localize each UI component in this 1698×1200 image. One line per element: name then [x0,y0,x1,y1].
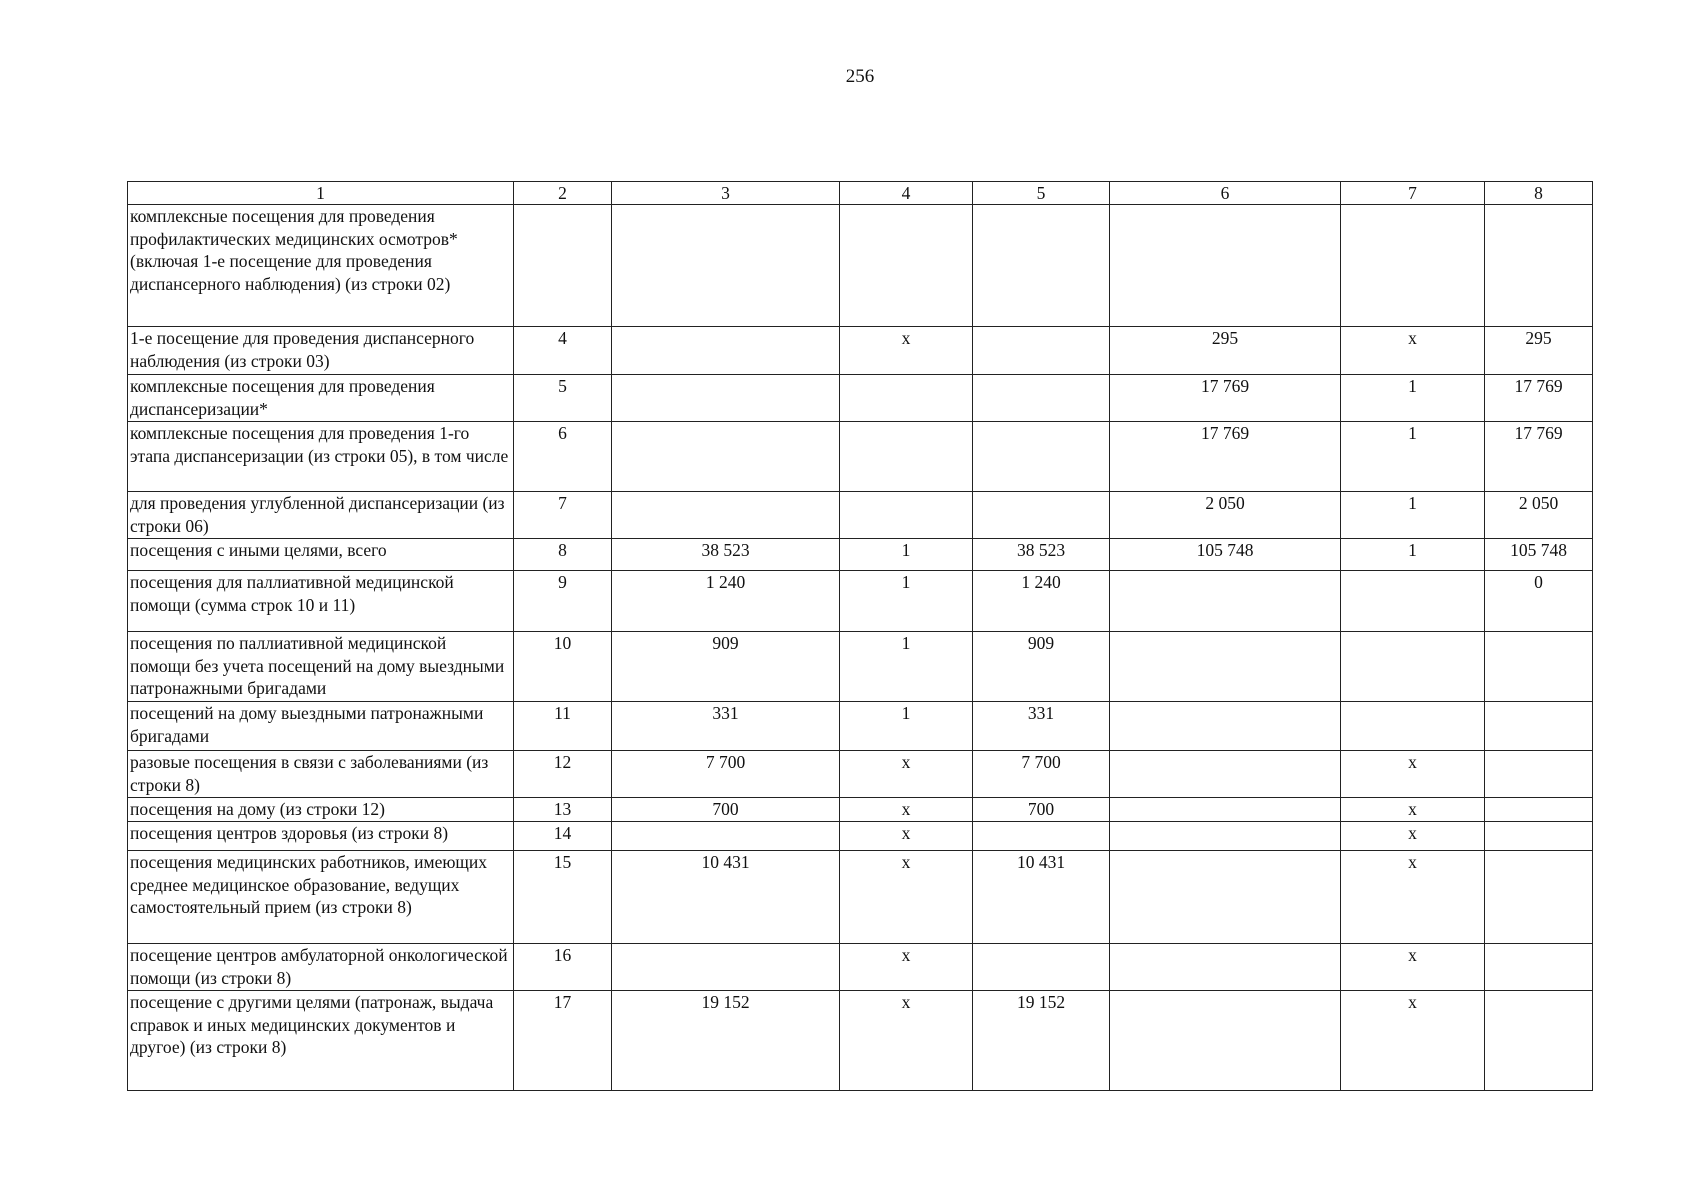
row-label-cell: посещения с иными целями, всего [128,539,514,571]
value-cell-col-2: 14 [514,822,612,851]
value-cell-col-5: 700 [973,798,1110,822]
value-cell-col-6: 17 769 [1110,422,1341,492]
value-cell-col-8 [1485,632,1593,702]
value-cell-col-4: x [840,798,973,822]
table-row [128,539,1593,571]
value-cell-col-4: x [840,751,973,798]
header-cell-6: 6 [1110,182,1341,205]
row-label-cell: 1-е посещение для проведения диспансерного наблюдения (из строки 03) [128,327,514,375]
value-cell-col-2: 10 [514,632,612,702]
value-cell-col-8 [1485,751,1593,798]
value-cell-col-5 [973,205,1110,327]
table-row [128,798,1593,822]
value-cell-col-8: 295 [1485,327,1593,375]
value-cell-col-8: 105 748 [1485,539,1593,571]
value-cell-col-3: 909 [612,632,840,702]
value-cell-col-2: 8 [514,539,612,571]
value-cell-col-2: 5 [514,375,612,422]
value-cell-col-4: 1 [840,632,973,702]
value-cell-col-6 [1110,798,1341,822]
value-cell-col-5 [973,327,1110,375]
value-cell-col-5: 19 152 [973,991,1110,1091]
value-cell-col-6: 295 [1110,327,1341,375]
value-cell-col-7: x [1341,991,1485,1091]
row-label-cell: посещения по паллиативной медицинской помощи без учета посещений на дому выездными патронажными бригадами [128,632,514,702]
value-cell-col-6 [1110,702,1341,751]
value-cell-col-5: 38 523 [973,539,1110,571]
value-cell-col-6 [1110,822,1341,851]
header-cell-3: 3 [612,182,840,205]
value-cell-col-4: 1 [840,539,973,571]
value-cell-col-8 [1485,205,1593,327]
value-cell-col-6: 17 769 [1110,375,1341,422]
value-cell-col-2: 7 [514,492,612,539]
value-cell-col-4: 1 [840,702,973,751]
value-cell-col-4: x [840,822,973,851]
row-label-cell: посещение центров амбулаторной онкологической помощи (из строки 8) [128,944,514,991]
value-cell-col-3: 19 152 [612,991,840,1091]
table-body [128,182,1593,1091]
value-cell-col-3 [612,422,840,492]
value-cell-col-6 [1110,751,1341,798]
table-header-row [128,182,1593,205]
value-cell-col-5: 7 700 [973,751,1110,798]
value-cell-col-3: 700 [612,798,840,822]
value-cell-col-3: 38 523 [612,539,840,571]
value-cell-col-2: 12 [514,751,612,798]
value-cell-col-5: 909 [973,632,1110,702]
header-cell-1: 1 [128,182,514,205]
header-cell-5: 5 [973,182,1110,205]
value-cell-col-6 [1110,991,1341,1091]
value-cell-col-3 [612,205,840,327]
row-label-cell: посещения центров здоровья (из строки 8) [128,822,514,851]
value-cell-col-7 [1341,571,1485,632]
table-row [128,571,1593,632]
value-cell-col-3 [612,492,840,539]
value-cell-col-6: 105 748 [1110,539,1341,571]
value-cell-col-5 [973,944,1110,991]
value-cell-col-4 [840,422,973,492]
value-cell-col-3: 7 700 [612,751,840,798]
value-cell-col-6 [1110,632,1341,702]
value-cell-col-5: 10 431 [973,851,1110,944]
value-cell-col-6 [1110,944,1341,991]
table-row [128,702,1593,751]
value-cell-col-8: 2 050 [1485,492,1593,539]
value-cell-col-3 [612,822,840,851]
value-cell-col-4: x [840,991,973,1091]
value-cell-col-8 [1485,822,1593,851]
table-row [128,751,1593,798]
value-cell-col-7 [1341,205,1485,327]
value-cell-col-5: 1 240 [973,571,1110,632]
header-cell-8: 8 [1485,182,1593,205]
value-cell-col-4: x [840,327,973,375]
table-row [128,991,1593,1091]
table-row [128,492,1593,539]
value-cell-col-3 [612,327,840,375]
value-cell-col-4: 1 [840,571,973,632]
value-cell-col-8: 17 769 [1485,375,1593,422]
value-cell-col-2: 11 [514,702,612,751]
value-cell-col-6 [1110,205,1341,327]
value-cell-col-2 [514,205,612,327]
row-label-cell: посещение с другими целями (патронаж, выдача справок и иных медицинских документов и другое) (из строки 8) [128,991,514,1091]
row-label-cell: для проведения углубленной диспансеризации (из строки 06) [128,492,514,539]
value-cell-col-6 [1110,571,1341,632]
value-cell-col-4 [840,205,973,327]
value-cell-col-7: 1 [1341,539,1485,571]
value-cell-col-7: 1 [1341,375,1485,422]
value-cell-col-2: 13 [514,798,612,822]
value-cell-col-8: 0 [1485,571,1593,632]
value-cell-col-3 [612,375,840,422]
value-cell-col-5 [973,422,1110,492]
row-label-cell: разовые посещения в связи с заболеваниями (из строки 8) [128,751,514,798]
table-row [128,205,1593,327]
value-cell-col-5: 331 [973,702,1110,751]
value-cell-col-4: x [840,944,973,991]
value-cell-col-2: 4 [514,327,612,375]
header-cell-7: 7 [1341,182,1485,205]
table-row [128,822,1593,851]
value-cell-col-3 [612,944,840,991]
value-cell-col-3: 331 [612,702,840,751]
value-cell-col-7 [1341,702,1485,751]
value-cell-col-7 [1341,632,1485,702]
value-cell-col-4 [840,375,973,422]
value-cell-col-7: 1 [1341,492,1485,539]
row-label-cell: комплексные посещения для проведения профилактических медицинских осмотров* (включая 1-е посещение для проведения диспансерного наблюдения) (из строки 02) [128,205,514,327]
value-cell-col-8 [1485,944,1593,991]
value-cell-col-8 [1485,991,1593,1091]
table-row [128,422,1593,492]
row-label-cell: посещения медицинских работников, имеющих среднее медицинское образование, ведущих самостоятельный прием (из строки 8) [128,851,514,944]
value-cell-col-8: 17 769 [1485,422,1593,492]
value-cell-col-2: 17 [514,991,612,1091]
value-cell-col-7: x [1341,751,1485,798]
value-cell-col-7: x [1341,327,1485,375]
table-row [128,632,1593,702]
value-cell-col-7: x [1341,798,1485,822]
row-label-cell: посещения для паллиативной медицинской помощи (сумма строк 10 и 11) [128,571,514,632]
row-label-cell: посещения на дому (из строки 12) [128,798,514,822]
header-cell-2: 2 [514,182,612,205]
value-cell-col-6 [1110,851,1341,944]
value-cell-col-7: x [1341,944,1485,991]
value-cell-col-6: 2 050 [1110,492,1341,539]
value-cell-col-5 [973,375,1110,422]
row-label-cell: комплексные посещения для проведения диспансеризации* [128,375,514,422]
table-row [128,851,1593,944]
value-cell-col-3: 10 431 [612,851,840,944]
row-label-cell: посещений на дому выездными патронажными бригадами [128,702,514,751]
value-cell-col-2: 6 [514,422,612,492]
data-table [127,181,1593,1091]
table-row [128,327,1593,375]
row-label-cell: комплексные посещения для проведения 1-го этапа диспансеризации (из строки 05), в том числе [128,422,514,492]
value-cell-col-2: 9 [514,571,612,632]
value-cell-col-4: x [840,851,973,944]
table-row [128,375,1593,422]
value-cell-col-8 [1485,798,1593,822]
table-row [128,944,1593,991]
header-cell-4: 4 [840,182,973,205]
value-cell-col-7: x [1341,822,1485,851]
value-cell-col-5 [973,492,1110,539]
page-number: 256 [845,66,875,87]
value-cell-col-8 [1485,851,1593,944]
value-cell-col-8 [1485,702,1593,751]
value-cell-col-2: 16 [514,944,612,991]
value-cell-col-7: 1 [1341,422,1485,492]
value-cell-col-3: 1 240 [612,571,840,632]
value-cell-col-5 [973,822,1110,851]
value-cell-col-7: x [1341,851,1485,944]
value-cell-col-4 [840,492,973,539]
value-cell-col-2: 15 [514,851,612,944]
